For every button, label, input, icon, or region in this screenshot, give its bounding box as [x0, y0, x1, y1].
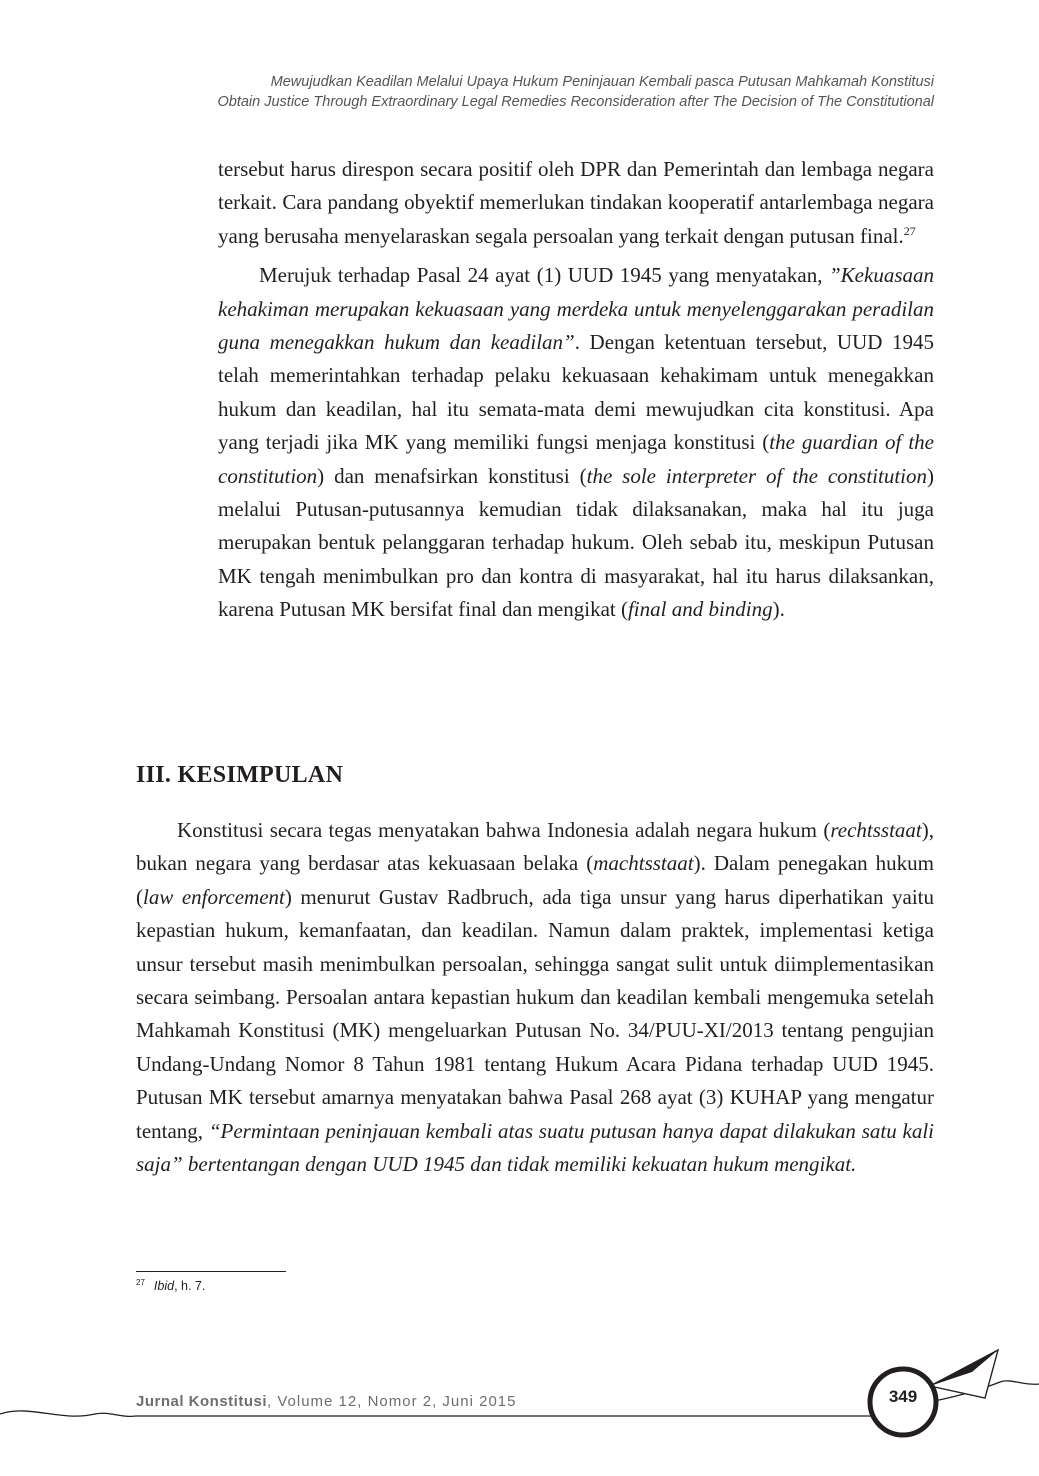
text-run: Konstitusi secara tegas menyatakan bahwa Indonesia adalah negara hukum (: [177, 818, 831, 842]
section-title: III. KESIMPULAN: [136, 762, 344, 788]
italic-term: final and binding: [627, 597, 773, 622]
paragraph-continued-text: tersebut harus direspon secara positif oleh DPR dan Pemerintah dan lembaga negara terkait. Cara pandang obyektif memerlukan tindakan kooperatif antarlembaga negara yang berusaha menyelaraskan segala persoalan yang terkait dengan putusan final.: [218, 157, 934, 248]
footnote-ibid: Ibid: [153, 1279, 175, 1293]
page-footer: [136, 1393, 516, 1410]
running-header: [74, 72, 934, 112]
footnote-reference[interactable]: 27: [903, 223, 916, 238]
text-run: ) melalui Putusan-putusannya kemudian tidak dilaksanakan, maka hal itu juga merupakan bentuk pelanggaran terhadap hukum. Oleh sebab itu, meskipun Putusan MK tengah menimbulkan pro dan kontra di masyarakat, hal itu harus dilaksankan, karena Putusan MK bersifat final dan mengikat (: [218, 463, 935, 622]
italic-quote: “Permintaan peninjauan kembali atas suatu putusan hanya dapat dilakukan satu kali saja” bertentangan dengan UUD 1945 dan tidak memiliki kekuatan hukum mengikat.: [136, 1118, 934, 1177]
text-run: ).: [772, 597, 785, 622]
running-header-line-1: Mewujudkan Keadilan Melalui Upaya Hukum Peninjauan Kembali pasca Putusan Mahkamah Konstitusi: [270, 74, 934, 90]
body-block-conclusion: [136, 814, 934, 1181]
italic-term: the guardian of the constitution: [218, 430, 934, 488]
italic-term: law enforcement: [143, 884, 285, 909]
text-run: . Dengan ketentuan tersebut, UUD 1945 telah memerintahkan terhadap pelaku kekuasaan kehakimam untuk menegakkan hukum dan keadilan, hal itu semata-mata demi mewujudkan cita konstitusi. Apa yang terjadi jika MK yang memiliki fungsi menjaga konstitusi (: [218, 330, 934, 455]
paragraph-kesimpulan: [136, 814, 934, 1181]
text-run: ) menurut Gustav Radbruch, ada tiga unsur yang harus diperhatikan yaitu kepastian hukum, kemanfaatan, dan keadilan. Namun dalam praktek, implementasi ketiga unsur tersebut masih menimbulkan persoalan, sehingga sangat sulit untuk diimplementasikan secara seimbang. Persoalan antara kepastian hukum dan keadilan kembali mengemuka setelah Mahkamah Konstitusi (MK) mengeluarkan Putusan No. 34/PUU-XI/2013 tentang pengujian Undang-Undang Nomor 8 Tahun 1981 tentang Hukum Acara Pidana terhadap UUD 1945. Putusan MK tersebut amarnya menyatakan bahwa Pasal 268 ayat (3) KUHAP yang mengatur tentang,: [136, 884, 934, 1143]
page-number: 349: [888, 1387, 918, 1406]
text-run: ) dan menafsirkan konstitusi (: [317, 463, 587, 488]
footnote-divider: [136, 1271, 286, 1272]
body-block-top: [218, 153, 934, 627]
text-run: ), bukan negara yang berdasar atas kekuasaan belaka (: [136, 818, 934, 876]
italic-quote: ”Kekuasaan kehakiman merupakan kekuasaan yang merdeka untuk menyelenggarakan peradilan guna menegakkan hukum dan keadilan”: [218, 263, 934, 355]
paragraph-continued: [218, 153, 934, 253]
running-header-line-2: Obtain Justice Through Extraordinary Legal Remedies Reconsideration after The Decision of The Constitutional: [217, 94, 934, 110]
text-run: Merujuk terhadap Pasal 24 ayat (1) UUD 1945 yang menyatakan,: [259, 263, 829, 288]
footnote-text: , h. 7.: [174, 1279, 206, 1293]
text-run: ). Dalam penegakan hukum (: [136, 851, 934, 909]
journal-name: Jurnal Konstitusi: [136, 1393, 268, 1410]
italic-term: the sole interpreter of the constitution: [586, 463, 928, 488]
footnote: [136, 1278, 205, 1293]
paragraph-merujuk: [218, 259, 934, 626]
footnote-number: 27: [136, 1278, 145, 1287]
italic-term: machtsstaat: [593, 851, 694, 876]
journal-details: , Volume 12, Nomor 2, Juni 2015: [267, 1393, 517, 1410]
italic-term: rechtsstaat: [830, 818, 922, 842]
